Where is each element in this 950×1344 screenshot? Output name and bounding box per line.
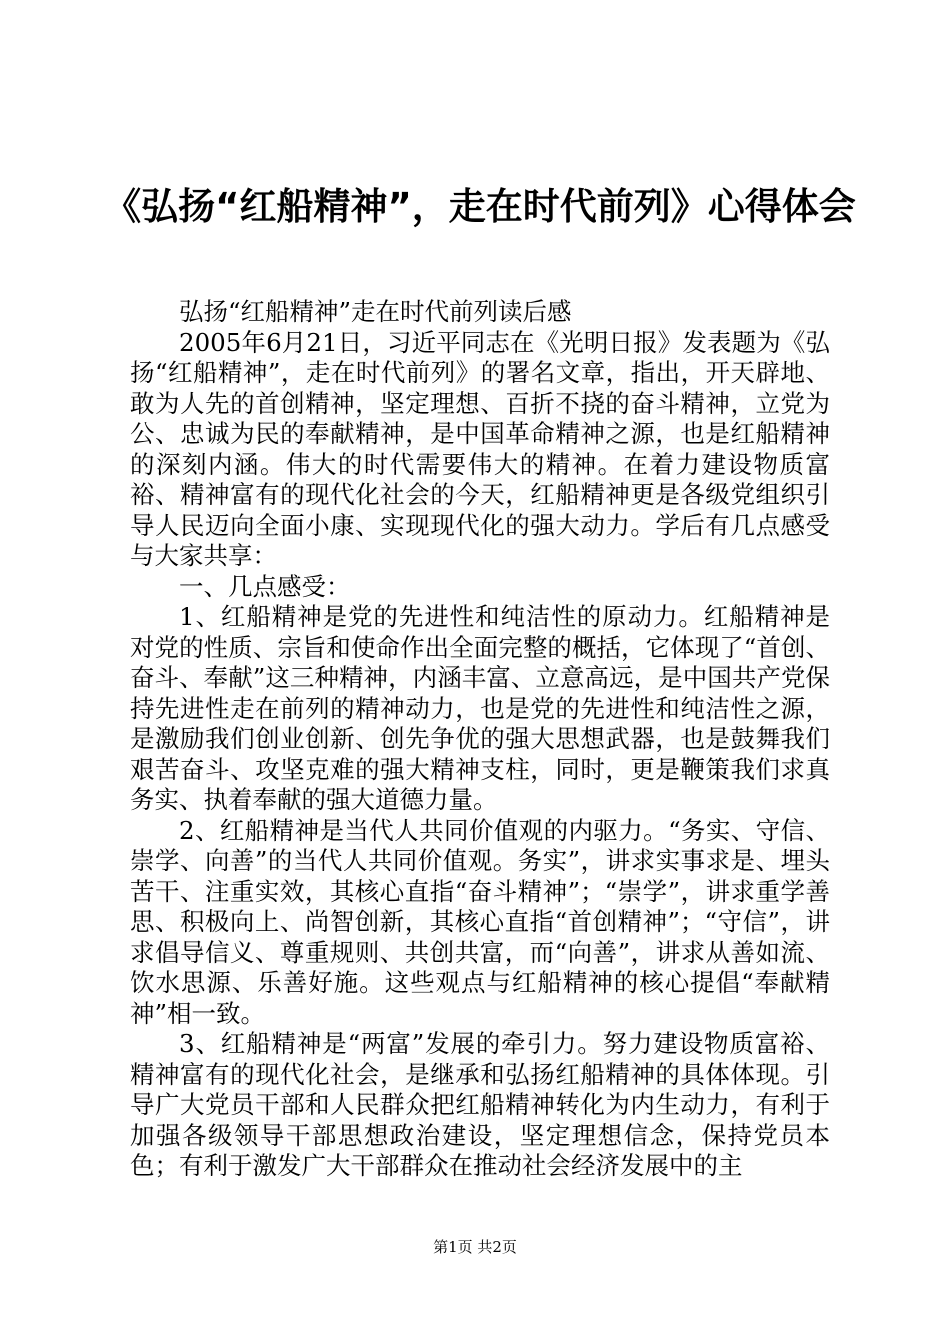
paragraph-intro: 2005年6月21日，习近平同志在《光明日报》发表题为《弘扬“红船精神”，走在时代前列》的署名文章，指出，开天辟地、敢为人先的首创精神，坚定理想、百折不挠的奋斗精神，立党为公、忠诚为民的奉献精神，是中国革命精神之源，也是红船精神的深刻内涵。伟大的时代需要伟大的精神。在着力建设物质富裕、精神富有的现代化社会的今天，红船精神更是各级党组织引导人民迈向全面小康、实现现代化的强大动力。学后有几点感受与大家共享：: [130, 327, 830, 570]
paragraph-point-2: 2、红船精神是当代人共同价值观的内驱力。“务实、守信、崇学、向善”的当代人共同价值观。务实”，讲求实事求是、埋头苦干、注重实效，其核心直指“奋斗精神”；“崇学”，讲求重学善思、积极向上、尚智创新，其核心直指“首创精神”；“守信”，讲求倡导信义、尊重规则、共创共富，而“向善”，讲求从善如流、饮水思源、乐善好施。这些观点与红船精神的核心提倡“奉献精神”相一致。: [130, 815, 830, 1028]
page-footer: 第1页 共2页: [433, 1238, 517, 1256]
paragraph-subtitle: 弘扬“红船精神”走在时代前列读后感: [179, 297, 572, 326]
document-title: 《弘扬“红船精神”，走在时代前列》心得体会: [104, 185, 856, 228]
document-body: [130, 297, 830, 1182]
paragraph-point-1: 1、红船精神是党的先进性和纯洁性的原动力。红船精神是对党的性质、宗旨和使命作出全面完整的概括，它体现了“首创、奋斗、奉献”这三种精神，内涵丰富、立意高远，是中国共产党保持先进性走在前列的精神动力，也是党的先进性和纯洁性之源，是激励我们创业创新、创先争优的强大思想武器，也是鼓舞我们艰苦奋斗、攻坚克难的强大精神支柱，同时，更是鞭策我们求真务实、执着奉献的强大道德力量。: [130, 602, 830, 814]
paragraph-point-3: 3、红船精神是“两富”发展的牵引力。努力建设物质富裕、精神富有的现代化社会，是继承和弘扬红船精神的具体体现。引导广大党员干部和人民群众把红船精神转化为内生动力，有利于加强各级领导干部思想政治建设，坚定理想信念，保持党员本色；有利于激发广大干部群众在推动社会经济发展中的主: [130, 1029, 830, 1180]
paragraph-section-heading: 一、几点感受：: [179, 571, 351, 601]
